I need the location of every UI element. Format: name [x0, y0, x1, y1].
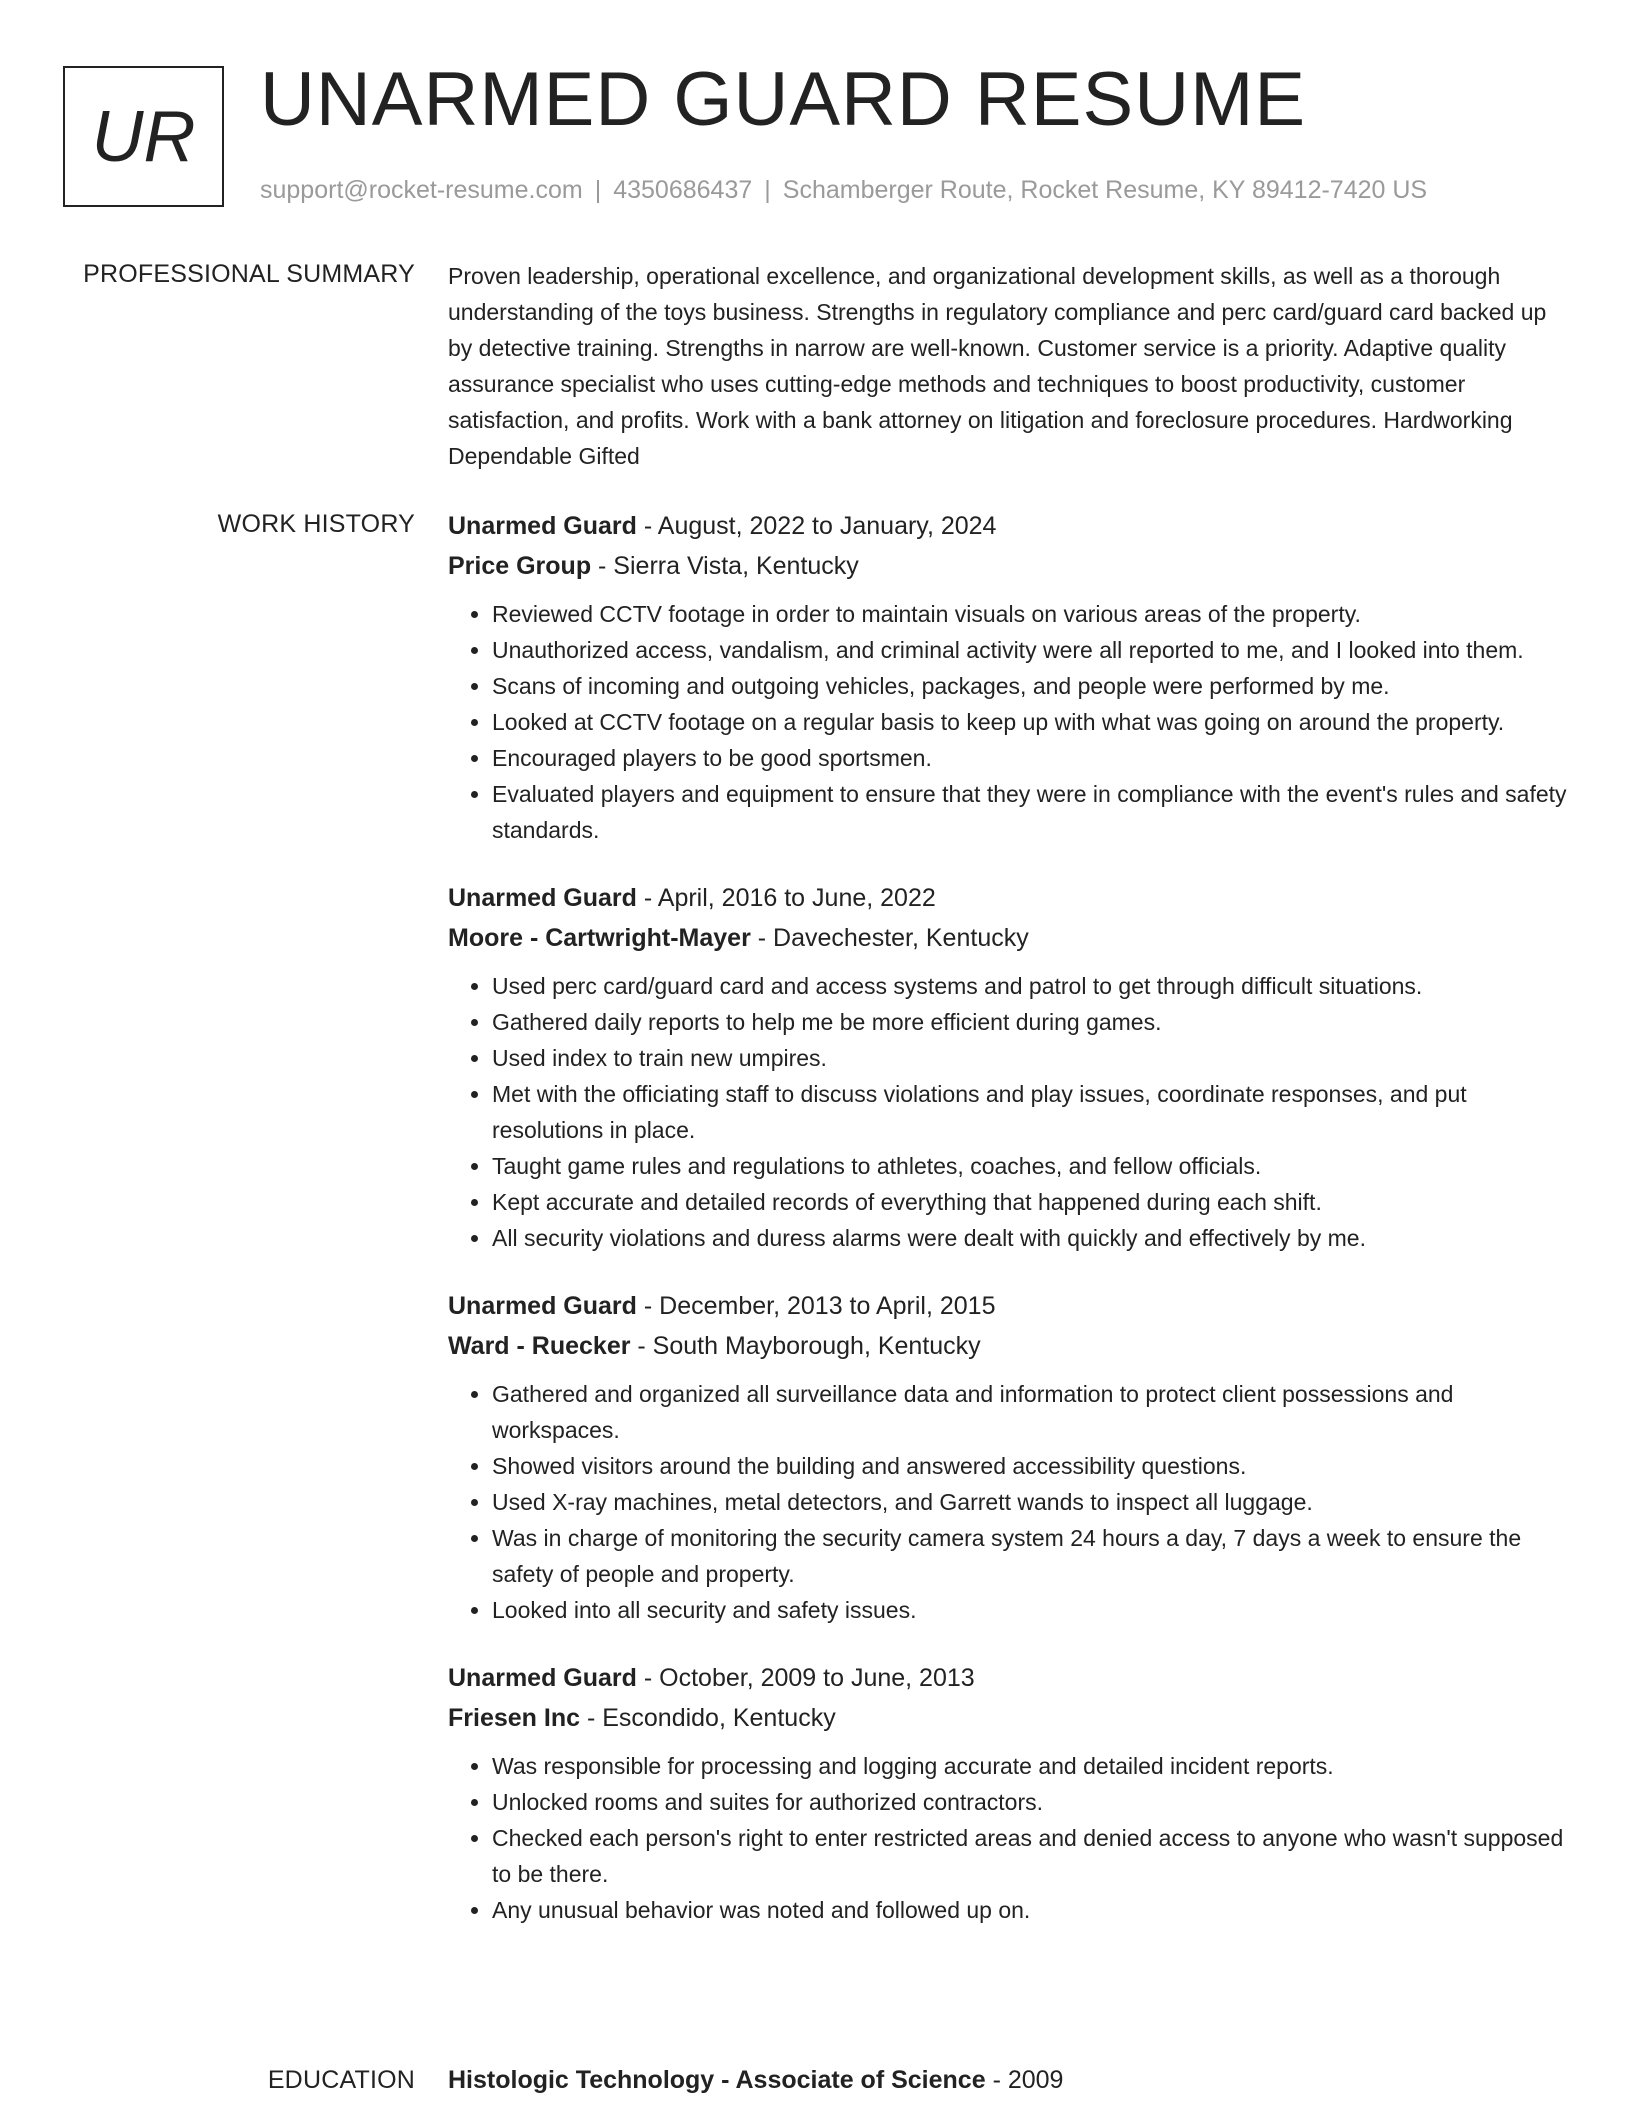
- job-bullet: • Looked into all security and safety issues.: [492, 1592, 1568, 1628]
- job-bullet: • Looked at CCTV footage on a regular basis to keep up with what was going on around the property.: [492, 704, 1568, 740]
- job-title: Unarmed Guard: [448, 1292, 637, 1320]
- job-dates: - December, 2013 to April, 2015: [636, 1292, 996, 1320]
- job-bullets: [448, 596, 1568, 848]
- education-section-label: EDUCATION: [267, 2066, 415, 2094]
- job-title-line: [448, 878, 1568, 918]
- contact-separator: |: [594, 176, 602, 204]
- monogram-logo: [63, 66, 224, 207]
- work-history-section: [448, 506, 1568, 1958]
- job-title-line: [448, 1286, 1568, 1326]
- job-bullet: • Used perc card/guard card and access systems and patrol to get through difficult situations.: [492, 968, 1568, 1004]
- company-line: [448, 1326, 1568, 1366]
- job-bullet: • Used index to train new umpires.: [492, 1040, 1568, 1076]
- company-location: - Escondido, Kentucky: [580, 1704, 836, 1732]
- contact-line: [260, 176, 1427, 205]
- work-history-section-label: WORK HISTORY: [217, 510, 415, 538]
- company-name: Price Group: [448, 552, 592, 580]
- monogram-text: UR: [91, 96, 196, 177]
- job-entry: [448, 506, 1568, 848]
- company-name: Ward - Ruecker: [448, 1332, 631, 1360]
- job-bullet: • Gathered daily reports to help me be more efficient during games.: [492, 1004, 1568, 1040]
- job-bullet: • Taught game rules and regulations to athletes, coaches, and fellow officials.: [492, 1148, 1568, 1184]
- degree-name: Histologic Technology - Associate of Science: [448, 2066, 986, 2094]
- education-section: [448, 2060, 1568, 2100]
- job-bullet: • Kept accurate and detailed records of everything that happened during each shift.: [492, 1184, 1568, 1220]
- job-title: Unarmed Guard: [448, 884, 637, 912]
- job-title: Unarmed Guard: [448, 1664, 637, 1692]
- job-dates: - August, 2022 to January, 2024: [636, 512, 997, 540]
- job-bullet: • Used X-ray machines, metal detectors, and Garrett wands to inspect all luggage.: [492, 1484, 1568, 1520]
- job-bullet: • Was in charge of monitoring the security camera system 24 hours a day, 7 days a week to ensure the safety of people and property.: [492, 1520, 1568, 1592]
- job-bullet: • Scans of incoming and outgoing vehicles, packages, and people were performed by me.: [492, 668, 1568, 704]
- job-dates: - April, 2016 to June, 2022: [636, 884, 936, 912]
- job-bullets: [448, 1748, 1568, 1928]
- job-entry: [448, 878, 1568, 1256]
- job-bullet: • Reviewed CCTV footage in order to maintain visuals on various areas of the property.: [492, 596, 1568, 632]
- job-bullet: • Evaluated players and equipment to ensure that they were in compliance with the event's rules and safety standards.: [492, 776, 1568, 848]
- job-bullet: • All security violations and duress alarms were dealt with quickly and effectively by me.: [492, 1220, 1568, 1256]
- company-line: [448, 546, 1568, 586]
- contact-address: Schamberger Route, Rocket Resume, KY 89412-7420 US: [782, 176, 1428, 204]
- job-title: Unarmed Guard: [448, 512, 637, 540]
- company-location: - Davechester, Kentucky: [750, 924, 1029, 952]
- job-entry: [448, 1286, 1568, 1628]
- summary-section-label: PROFESSIONAL SUMMARY: [83, 260, 415, 288]
- page-title: UNARMED GUARD RESUME: [260, 57, 1307, 142]
- company-location: - South Mayborough, Kentucky: [630, 1332, 981, 1360]
- job-dates: - October, 2009 to June, 2013: [636, 1664, 975, 1692]
- job-entry: [448, 1658, 1568, 1928]
- contact-phone[interactable]: 4350686437: [613, 176, 753, 204]
- company-name: Friesen Inc: [448, 1704, 580, 1732]
- job-bullet: • Met with the officiating staff to discuss violations and play issues, coordinate responses, and put resolutions in place.: [492, 1076, 1568, 1148]
- job-bullet: • Gathered and organized all surveillance data and information to protect client possessions and workspaces.: [492, 1376, 1568, 1448]
- job-title-line: [448, 506, 1568, 546]
- job-bullet: • Showed visitors around the building and answered accessibility questions.: [492, 1448, 1568, 1484]
- job-bullet: • Was responsible for processing and logging accurate and detailed incident reports.: [492, 1748, 1568, 1784]
- company-line: [448, 918, 1568, 958]
- job-bullets: [448, 1376, 1568, 1628]
- job-bullet: • Unlocked rooms and suites for authorized contractors.: [492, 1784, 1568, 1820]
- degree-year: - 2009: [985, 2066, 1064, 2094]
- summary-text: Proven leadership, operational excellence, and organizational development skills, as well as a thorough understanding of the toys business. Strengths in regulatory compliance and perc card/guard card backed up by detective training. Strengths in narrow are well-known. Customer service is a priority. Adaptive quality assurance specialist who uses cutting-edge methods and techniques to boost productivity, customer satisfaction, and profits. Work with a bank attorney on litigation and foreclosure procedures. Hardworking Dependable Gifted: [448, 263, 1547, 469]
- summary-section: [448, 258, 1568, 474]
- job-bullet: • Unauthorized access, vandalism, and criminal activity were all reported to me, and I looked into them.: [492, 632, 1568, 668]
- job-bullet: • Encouraged players to be good sportsmen.: [492, 740, 1568, 776]
- job-title-line: [448, 1658, 1568, 1698]
- job-bullet: • Any unusual behavior was noted and followed up on.: [492, 1892, 1568, 1928]
- job-bullet: • Checked each person's right to enter restricted areas and denied access to anyone who wasn't supposed to be there.: [492, 1820, 1568, 1892]
- job-bullets: [448, 968, 1568, 1256]
- contact-email[interactable]: support@rocket-resume.com: [260, 176, 583, 204]
- company-line: [448, 1698, 1568, 1738]
- company-name: Moore - Cartwright-Mayer: [448, 924, 751, 952]
- degree-line: [448, 2060, 1568, 2100]
- contact-separator: |: [764, 176, 771, 204]
- company-location: - Sierra Vista, Kentucky: [591, 552, 859, 580]
